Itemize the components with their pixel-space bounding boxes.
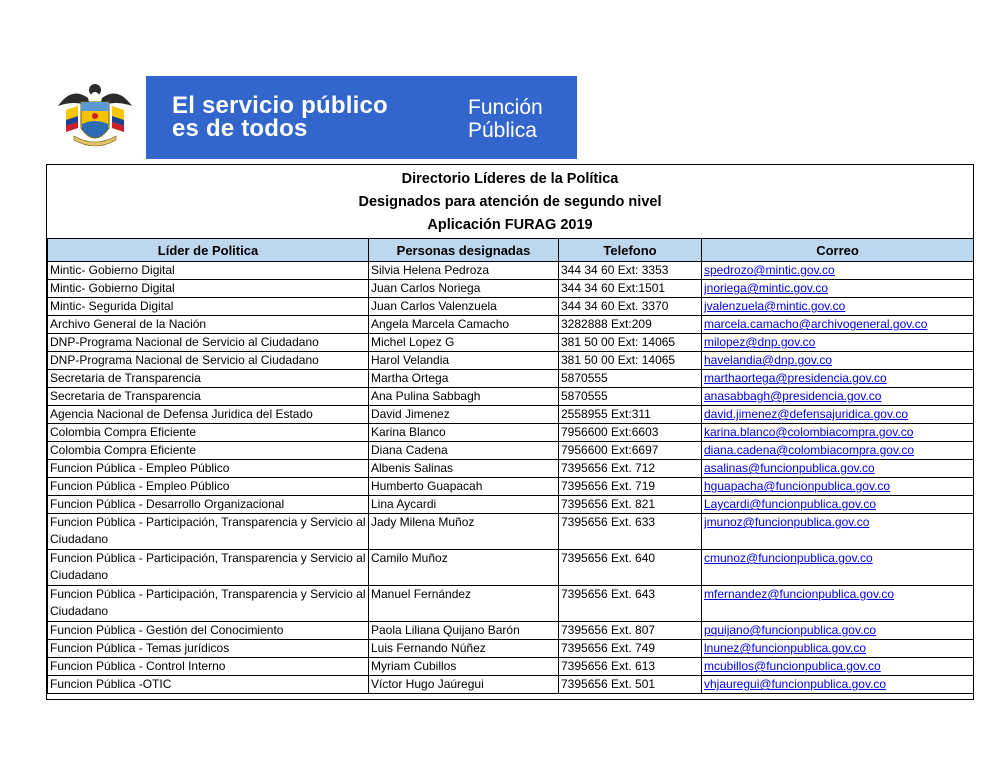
cell-correo <box>702 658 974 676</box>
title-line-1: Directorio Líderes de la Política <box>401 171 619 187</box>
cell-persona: Ana Pulina Sabbagh <box>369 388 559 406</box>
header-telefono: Telefono <box>559 239 702 262</box>
cell-lider: Funcion Pública - Control Interno <box>48 658 369 676</box>
email-link[interactable]: jvalenzuela@mintic.gov.co <box>704 299 846 313</box>
cell-persona: Humberto Guapacah <box>369 478 559 496</box>
table-row <box>48 334 974 352</box>
cell-persona: Martha Ortega <box>369 370 559 388</box>
cell-persona: Angela Marcela Camacho <box>369 316 559 334</box>
header-correo: Correo <box>702 239 974 262</box>
table-row <box>48 370 974 388</box>
table-row <box>48 442 974 460</box>
cell-persona: Paola Liliana Quijano Barón <box>369 622 559 640</box>
directory-table <box>47 238 974 694</box>
table-row <box>48 478 974 496</box>
cell-persona: Juan Carlos Noriega <box>369 280 559 298</box>
cell-lider: DNP-Programa Nacional de Servicio al Ciudadano <box>48 334 369 352</box>
table-row <box>48 640 974 658</box>
email-link[interactable]: lnunez@funcionpublica.gov.co <box>704 641 867 655</box>
cell-correo <box>702 388 974 406</box>
table-header-row <box>48 239 974 262</box>
table-row <box>48 280 974 298</box>
table-row <box>48 622 974 640</box>
brand-text <box>468 96 543 142</box>
brand-line-2: Pública <box>468 119 537 142</box>
email-link[interactable]: david.jimenez@defensajuridica.gov.co <box>704 407 909 421</box>
cell-correo <box>702 334 974 352</box>
header-personas: Personas designadas <box>369 239 559 262</box>
cell-lider: Funcion Pública - Participación, Transparencia y Servicio al Ciudadano <box>48 586 369 622</box>
cell-lider: Funcion Pública -OTIC <box>48 676 369 694</box>
header-banner <box>44 76 577 159</box>
cell-lider: Mintic- Gobierno Digital <box>48 262 369 280</box>
table-row <box>48 298 974 316</box>
cell-correo <box>702 622 974 640</box>
cell-telefono: 344 34 60 Ext:1501 <box>559 280 702 298</box>
cell-lider: Funcion Pública - Gestión del Conocimiento <box>48 622 369 640</box>
cell-persona: Silvia Helena Pedroza <box>369 262 559 280</box>
cell-lider: Mintic- Gobierno Digital <box>48 280 369 298</box>
cell-correo <box>702 442 974 460</box>
cell-correo <box>702 280 974 298</box>
table-row <box>48 550 974 586</box>
slogan-text <box>172 94 388 140</box>
email-link[interactable]: marcela.camacho@archivogeneral.gov.co <box>704 317 928 331</box>
funcion-publica-logo <box>442 76 577 159</box>
table-row <box>48 352 974 370</box>
header-lider: Líder de Politica <box>48 239 369 262</box>
cell-correo <box>702 352 974 370</box>
cell-persona: Lina Aycardi <box>369 496 559 514</box>
cell-telefono: 5870555 <box>559 388 702 406</box>
cell-correo <box>702 586 974 622</box>
cell-persona: Myriam Cubillos <box>369 658 559 676</box>
slogan-line-2: es de todos <box>172 115 308 142</box>
email-link[interactable]: mcubillos@funcionpublica.gov.co <box>704 659 881 673</box>
cell-persona: Víctor Hugo Jaúregui <box>369 676 559 694</box>
email-link[interactable]: Laycardi@funcionpublica.gov.co <box>704 497 877 511</box>
cell-correo <box>702 424 974 442</box>
cell-telefono: 7395656 Ext. 712 <box>559 460 702 478</box>
email-link[interactable]: asalinas@funcionpublica.gov.co <box>704 461 875 475</box>
cell-correo <box>702 676 974 694</box>
cell-lider: Funcion Pública - Participación, Transparencia y Servicio al Ciudadano <box>48 550 369 586</box>
email-link[interactable]: vhjauregui@funcionpublica.gov.co <box>704 677 887 691</box>
cell-lider: Secretaria de Transparencia <box>48 370 369 388</box>
email-link[interactable]: jnoriega@mintic.gov.co <box>704 281 829 295</box>
cell-lider: DNP-Programa Nacional de Servicio al Ciudadano <box>48 352 369 370</box>
cell-lider: Funcion Pública - Participación, Transparencia y Servicio al Ciudadano <box>48 514 369 550</box>
cell-telefono: 344 34 60 Ext: 3353 <box>559 262 702 280</box>
cell-lider: Agencia Nacional de Defensa Juridica del Estado <box>48 406 369 424</box>
cell-persona: Karina Blanco <box>369 424 559 442</box>
cell-correo <box>702 262 974 280</box>
cell-lider: Secretaria de Transparencia <box>48 388 369 406</box>
email-link[interactable]: pquijano@funcionpublica.gov.co <box>704 623 877 637</box>
email-link[interactable]: havelandia@dnp.gov.co <box>704 353 833 367</box>
cell-telefono: 7395656 Ext. 640 <box>559 550 702 586</box>
cell-telefono: 7395656 Ext. 501 <box>559 676 702 694</box>
brand-line-1: Función <box>468 96 543 119</box>
slogan-line-1: El servicio público <box>172 92 388 119</box>
document-titles <box>47 165 973 239</box>
slogan-panel <box>146 76 442 159</box>
cell-persona: Jady Milena Muñoz <box>369 514 559 550</box>
table-row <box>48 388 974 406</box>
cell-persona: Camilo Muñoz <box>369 550 559 586</box>
table-row <box>48 496 974 514</box>
email-link[interactable]: mfernandez@funcionpublica.gov.co <box>704 587 895 601</box>
cell-persona: Manuel Fernández <box>369 586 559 622</box>
email-link[interactable]: jmunoz@funcionpublica.gov.co <box>704 515 870 529</box>
cell-telefono: 5870555 <box>559 370 702 388</box>
cell-telefono: 381 50 00 Ext: 14065 <box>559 352 702 370</box>
cell-lider: Archivo General de la Nación <box>48 316 369 334</box>
email-link[interactable]: spedrozo@mintic.gov.co <box>704 263 835 277</box>
email-link[interactable]: karina.blanco@colombiacompra.gov.co <box>704 425 914 439</box>
directory-table-frame <box>46 164 974 700</box>
cell-lider: Funcion Pública - Desarrollo Organizacional <box>48 496 369 514</box>
cell-telefono: 344 34 60 Ext. 3370 <box>559 298 702 316</box>
cell-lider: Mintic- Segurida Digital <box>48 298 369 316</box>
table-row <box>48 514 974 550</box>
cell-correo <box>702 478 974 496</box>
table-row <box>48 424 974 442</box>
cell-persona: Luis Fernando Núñez <box>369 640 559 658</box>
email-link[interactable]: hguapacha@funcionpublica.gov.co <box>704 479 891 493</box>
cell-lider: Funcion Pública - Empleo Público <box>48 478 369 496</box>
coat-of-arms-logo <box>44 76 146 159</box>
cell-telefono: 7956600 Ext:6603 <box>559 424 702 442</box>
cell-telefono: 7395656 Ext. 719 <box>559 478 702 496</box>
cell-telefono: 7395656 Ext. 633 <box>559 514 702 550</box>
table-row <box>48 406 974 424</box>
cell-lider: Funcion Pública - Temas jurídicos <box>48 640 369 658</box>
email-link[interactable]: milopez@dnp.gov.co <box>704 335 816 349</box>
cell-correo <box>702 316 974 334</box>
cell-lider: Colombia Compra Eficiente <box>48 424 369 442</box>
cell-persona: Albenis Salinas <box>369 460 559 478</box>
table-row <box>48 460 974 478</box>
cell-persona: David Jimenez <box>369 406 559 424</box>
cell-telefono: 7395656 Ext. 643 <box>559 586 702 622</box>
cell-correo <box>702 640 974 658</box>
table-row <box>48 676 974 694</box>
cell-correo <box>702 514 974 550</box>
cell-persona: Juan Carlos Valenzuela <box>369 298 559 316</box>
title-line-3: Aplicación FURAG 2019 <box>427 217 593 233</box>
table-row <box>48 262 974 280</box>
cell-telefono: 7395656 Ext. 807 <box>559 622 702 640</box>
cell-telefono: 2558955 Ext:311 <box>559 406 702 424</box>
cell-persona: Michel Lopez G <box>369 334 559 352</box>
cell-correo <box>702 496 974 514</box>
cell-correo <box>702 460 974 478</box>
cell-persona: Harol Velandia <box>369 352 559 370</box>
cell-persona: Diana Cadena <box>369 442 559 460</box>
cell-telefono: 7395656 Ext. 613 <box>559 658 702 676</box>
cell-correo <box>702 550 974 586</box>
cell-telefono: 381 50 00 Ext: 14065 <box>559 334 702 352</box>
table-row <box>48 586 974 622</box>
email-link[interactable]: cmunoz@funcionpublica.gov.co <box>704 551 873 565</box>
cell-correo <box>702 406 974 424</box>
email-link[interactable]: marthaortega@presidencia.gov.co <box>704 371 887 385</box>
title-line-2: Designados para atención de segundo nivel <box>358 194 662 210</box>
table-row <box>48 316 974 334</box>
email-link[interactable]: diana.cadena@colombiacompra.gov.co <box>704 443 915 457</box>
cell-correo <box>702 298 974 316</box>
cell-telefono: 7395656 Ext. 749 <box>559 640 702 658</box>
cell-telefono: 7956600 Ext:6697 <box>559 442 702 460</box>
cell-lider: Colombia Compra Eficiente <box>48 442 369 460</box>
email-link[interactable]: anasabbagh@presidencia.gov.co <box>704 389 882 403</box>
cell-telefono: 3282888 Ext:209 <box>559 316 702 334</box>
cell-correo <box>702 370 974 388</box>
cell-telefono: 7395656 Ext. 821 <box>559 496 702 514</box>
cell-lider: Funcion Pública - Empleo Público <box>48 460 369 478</box>
table-row <box>48 658 974 676</box>
